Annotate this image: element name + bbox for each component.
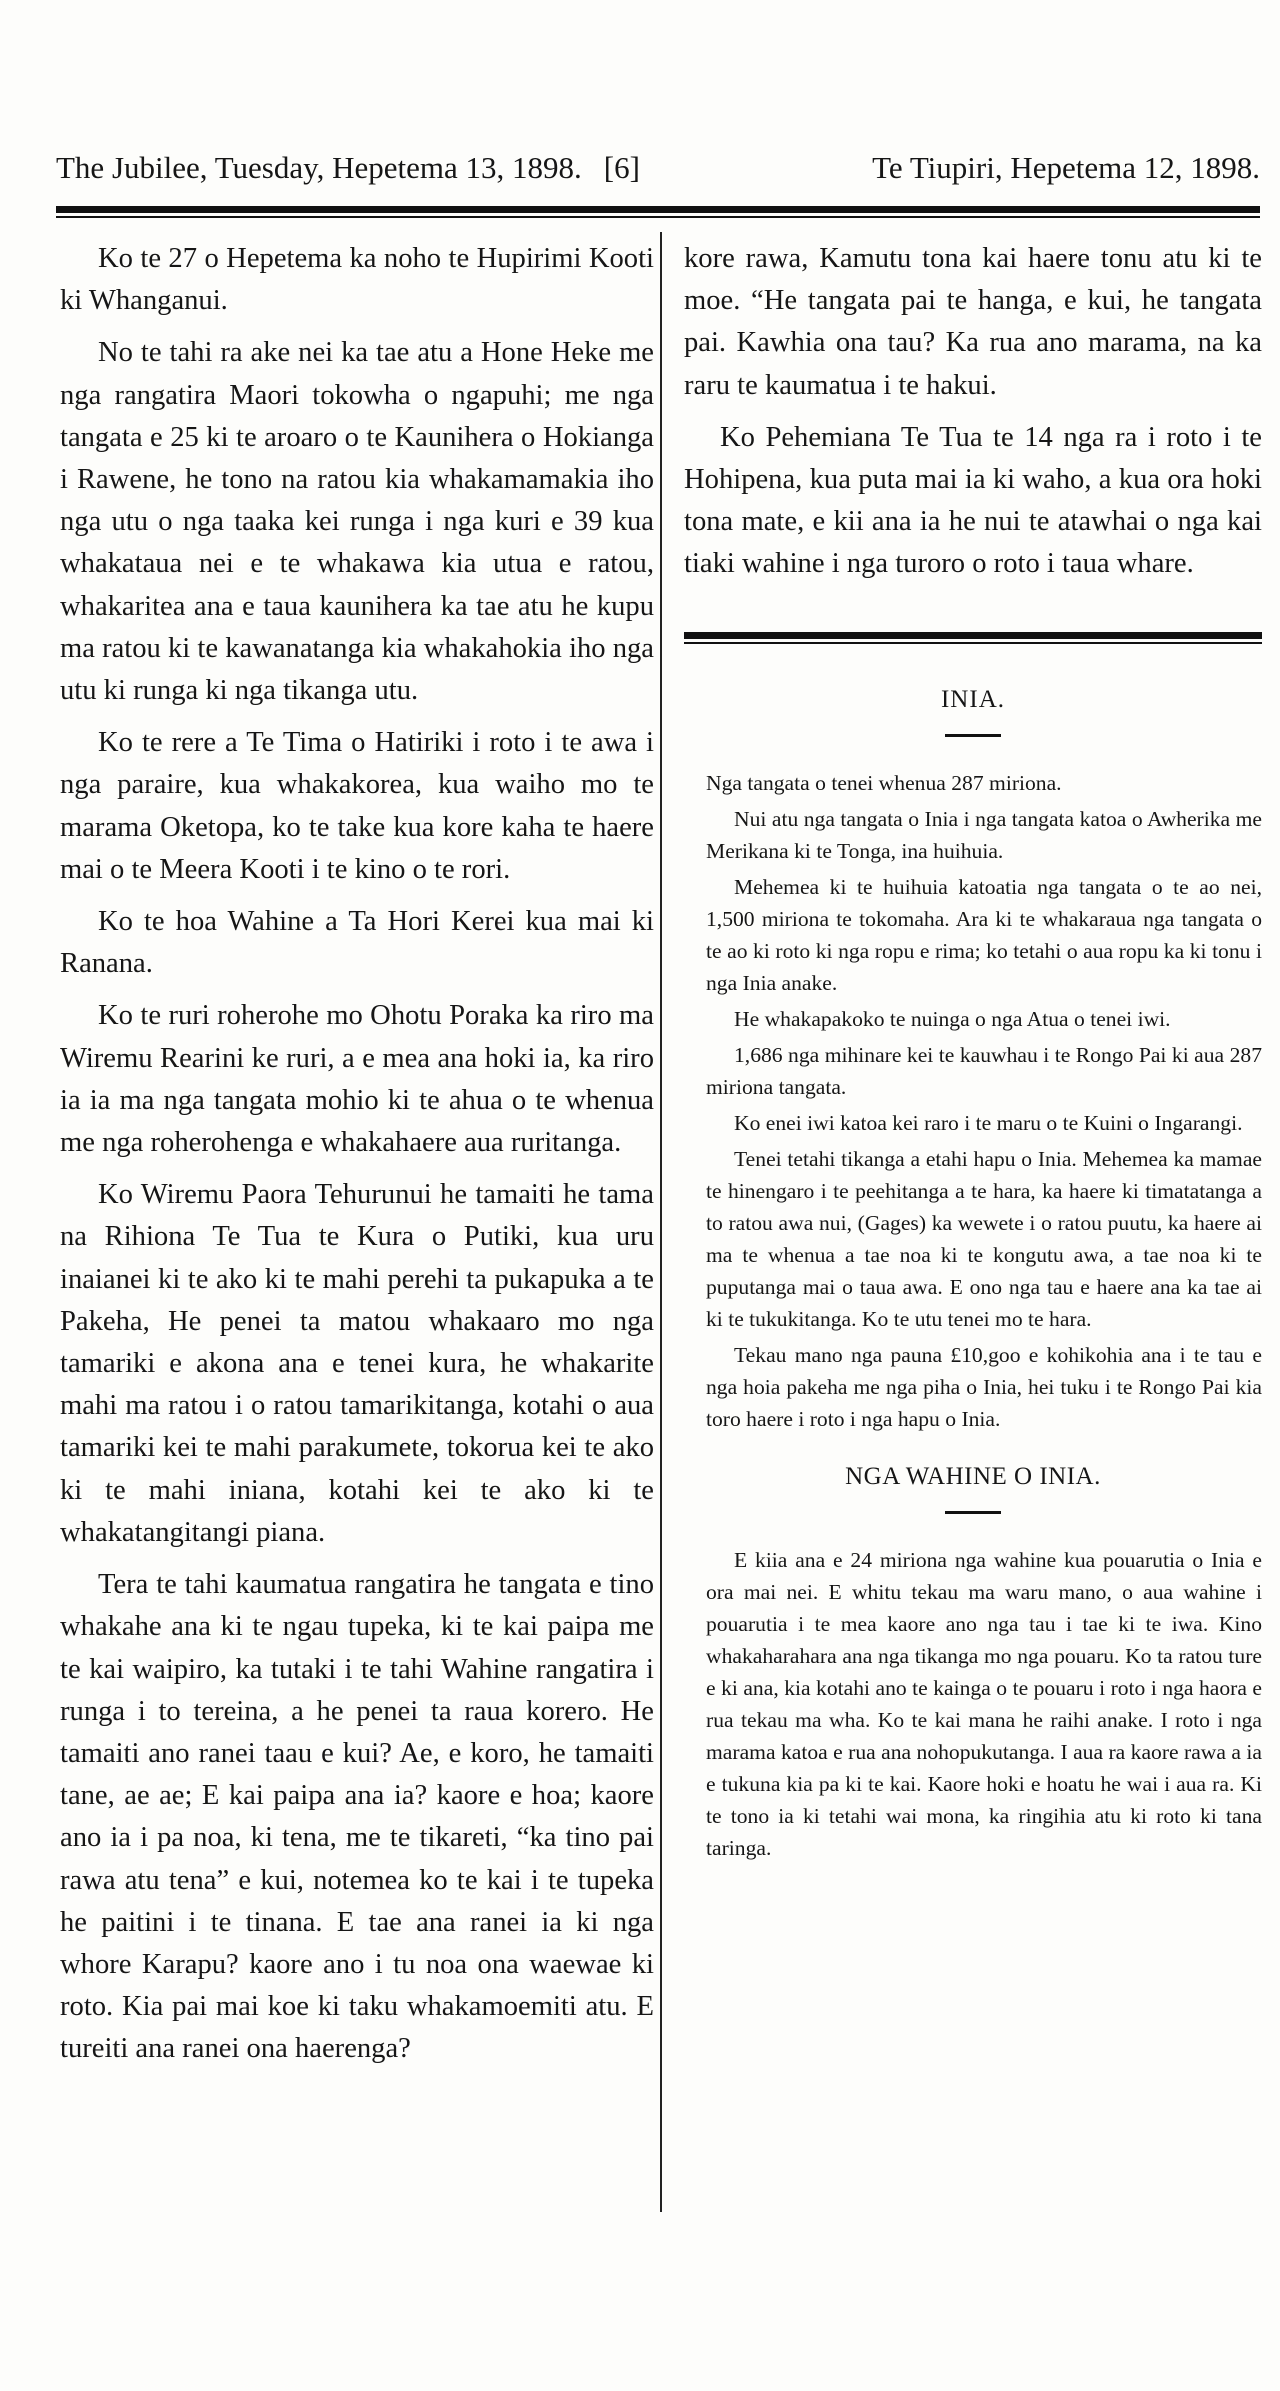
right-column [684, 238, 1262, 1868]
news-paragraph: Ko te 27 o Hepetema ka noho te Hupirimi Kooti ki Whanganui. [60, 243, 654, 317]
page-header [56, 148, 1260, 188]
news-paragraph: Tera te tahi kaumatua rangatira he tangata e tino whakahe ana ki te ngau tupeka, ki te kai paipa me te kai waipiro, ka tutaki i te tahi Wahine rangatira i runga i to tereina, a he penei ta raua korero. He tamaiti ano ranei taau e kui? Ae, e koro, he tamaiti tane, ae ae; E kai paipa ana ia? kaore e hoa; kaore ano ia i pa noa, ki tena, me te tikareti, “ka tino pai rawa atu tena” e kui, notemea ko te kai i te tupeka he paitini i te tinana. E tae ana ranei ia ki nga whore Karapu? kaore ano i tu noa ona waewae ki roto. Kia pai mai koe ki taku whakamoemiti atu. E tureiti ana ranei ona haerenga? [60, 1569, 654, 2065]
news-paragraph: Ko te rere a Te Tima o Hatiriki i roto i te awa i nga paraire, kua whakakorea, kua waiho mo te marama Oketopa, ko te take kua kore kaha te haere mai o te Meera Kooti i te kino o te rori. [60, 727, 654, 885]
section-separator [684, 632, 1262, 644]
news-paragraph: kore rawa, Kamutu tona kai haere tonu atu ki te moe. “He tangata pai te hanga, e kui, he tangata pai. Kawhia ona tau? Ka rua ano marama, na ka raru te kaumatua i te hakui. [684, 243, 1262, 401]
header-right-title: Te Tiupiri, Hepetema 12, 1898. [872, 150, 1260, 185]
inia-paragraph: Tekau mano nga pauna £10,goo e kohikohia ana i te tau e nga hoia pakeha me nga piha o Inia, hei tuku i te Rongo Pai kia toro haere i roto i nga hapu o Inia. [706, 1342, 1262, 1431]
title-rule [945, 1511, 1001, 1514]
page-number: [6] [603, 150, 640, 185]
header-left-title: The Jubilee, Tuesday, Hepetema 13, 1898. [56, 150, 582, 185]
inia-paragraph: Ko enei iwi katoa kei raro i te maru o te Kuini o Ingarangi. [734, 1110, 1243, 1135]
inia-section [684, 767, 1262, 1435]
column-divider [660, 232, 662, 2212]
header-rule-thick [56, 206, 1260, 213]
inia-paragraph: Mehemea ki te huihuia katoatia nga tangata o te ao nei, 1,500 miriona te tokomaha. Ara ki te whakaraua nga tangata o te ao ki roto ki nga ropu e rima; ko tetahi o aua ropu ka ki tonu i nga Inia anake. [706, 874, 1262, 995]
header-rule-thin [56, 216, 1260, 218]
news-paragraph: No te tahi ra ake nei ka tae atu a Hone Heke me nga rangatira Maori tokowha o ngapuhi; me nga tangata e 25 ki te aroaro o te Kaunihera o Hokianga i Rawene, he tono na ratou kia whakamamakia iho nga utu o nga taaka kei runga i nga kuri e 39 kua whakataua nei e te whakawa kia utua e ratou, whakaritea ana e taua kaunihera ka tae atu he kupu ma ratou ki te kawanatanga kia whakahokia iho nga utu ki runga ki nga tikanga utu. [60, 337, 654, 707]
inia-paragraph: 1,686 nga mihinare kei te kauwhau i te Rongo Pai ki aua 287 miriona tangata. [706, 1042, 1262, 1099]
left-column [60, 238, 654, 2081]
inia-paragraph: He whakapakoko te nuinga o nga Atua o tenei iwi. [734, 1006, 1171, 1031]
inia-paragraph: Tenei tetahi tikanga a etahi hapu o Inia. Mehemea ka mamae te hinengaro i te peehitanga a te hara, ka haere ki timatatanga a to ratou awa nui, (Gages) ka wewete i o ratou puutu, ka haere ai ma te whenua a tae noa ki te kongutu awa, a tae noa ki te puputanga mai o taua awa. E ono nga tau e haere ana ka tae ai ki te tukukitanga. Ko te utu tenei mo te hara. [706, 1146, 1262, 1331]
news-paragraph: Ko te hoa Wahine a Ta Hori Kerei kua mai ki Ranana. [60, 906, 654, 980]
news-paragraph: Ko Pehemiana Te Tua te 14 nga ra i roto i te Hohipena, kua puta mai ia ki waho, a kua ora hoki tona mate, e kii ana ia he nui te atawhai o nga kai tiaki wahine i nga turoro o roto i taua whare. [684, 421, 1262, 580]
inia-paragraph: Nga tangata o tenei whenua 287 miriona. [706, 770, 1062, 795]
wahine-section [684, 1544, 1262, 1864]
section-title-inia: INIA. [940, 685, 1005, 713]
wahine-paragraph: E kiia ana e 24 miriona nga wahine kua pouarutia o Inia e ora mai nei. E whitu tekau ma waru mano, o aua wahine i pouarutia i te mea kaore ano nga tau i tae ki te iwa. Kino whakaharahara ana nga tikanga mo nga pouaru. Ko ta ratou ture e ki ana, kia kotahi ano te kainga o te pouaru i roto i nga haora e rua tekau ma wha. Ko te kai mana he raihi anake. I roto i nga marama katoa e rua ana nohopukutanga. I aua ra kaore rawa a ia e tukuna kia pa ki te kai. Kaore hoki e hoatu he wai i aua ra. Ki te tono ia ki tetahi wai mona, ka ringihia atu ki roto ki tana taringa. [706, 1547, 1262, 1860]
news-paragraph: Ko Wiremu Paora Tehurunui he tamaiti he tama na Rihiona Te Tua te Kura o Putiki, kua uru inaianei ki te ako ki te mahi perehi ta pukapuka a te Pakeha, He penei ta matou whakaaro mo nga tamariki e akona ana e tenei kura, he whakarite mahi ma ratou i o ratou tamarikitanga, kotahi o aua tamariki kei te mahi parakumete, tokorua kei te ako ki te mahi iniana, kotahi kei te ako ki te whakatangitangi piana. [60, 1179, 654, 1548]
news-paragraph: Ko te ruri roherohe mo Ohotu Poraka ka riro ma Wiremu Rearini ke ruri, a e mea ana hoki ia, ka riro ia ia ma nga tangata mohio ki te ahua o te whenua me nga roherohenga e whakahaere aua ruritanga. [60, 1000, 654, 1159]
section-title-wahine: NGA WAHINE O INIA. [845, 1462, 1101, 1490]
title-rule [945, 734, 1001, 737]
inia-paragraph: Nui atu nga tangata o Inia i nga tangata katoa o Awherika me Merikana ki te Tonga, ina huihuia. [706, 806, 1262, 863]
